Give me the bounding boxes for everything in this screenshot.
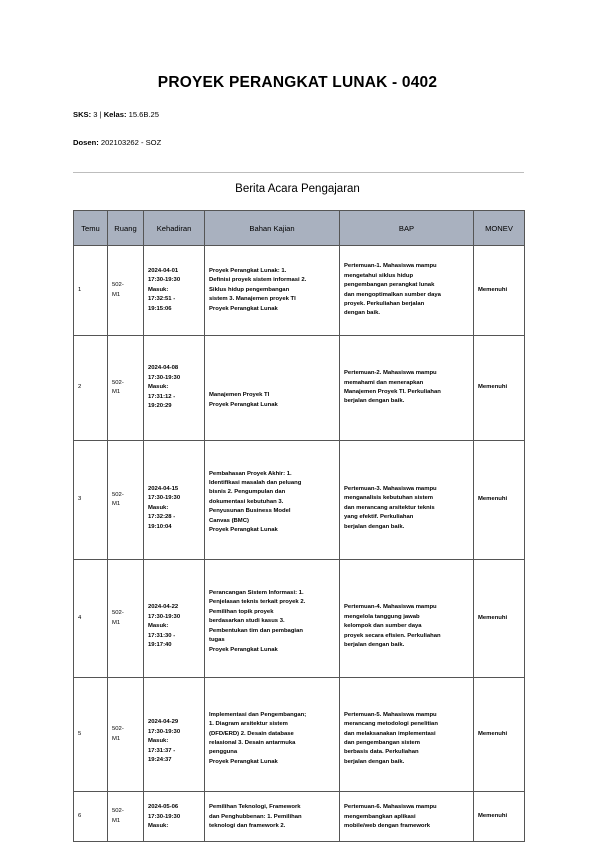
- section-title: Berita Acara Pengajaran: [235, 183, 360, 195]
- header-bap: BAP: [340, 211, 474, 246]
- course-meta-dosen: [73, 138, 161, 147]
- cell-temu: 6: [74, 792, 108, 842]
- cell-bahan-kajian: [205, 246, 340, 336]
- table-header-row: [74, 211, 525, 246]
- bap-text: Pertemuan-4. Mahasiswa mampu mengelola tanggung jawab kelompok dan sumber daya proyek secara efisien. Perkuliahan berjalan dengan baik.: [344, 604, 441, 649]
- section-divider: [73, 172, 524, 173]
- cell-temu: 3: [74, 441, 108, 560]
- cell-monev: Memenuhi: [474, 246, 525, 336]
- bahan-text: Pembahasan Proyek Akhir: 1. Identifikasi masalah dan peluang bisnis 2. Pengumpulan dan dokumentasi kebutuhan 3. Penyusunan Business Model Canvas (BMC) Proyek Perangkat Lunak: [209, 470, 302, 534]
- cell-bahan-kajian: [205, 336, 340, 441]
- table-row: [74, 560, 525, 678]
- ruang-text: 502- M1: [112, 282, 124, 298]
- cell-bahan-kajian: [205, 792, 340, 842]
- kehadiran-text: 2024-05-06 17:30-19:30 Masuk:: [148, 804, 181, 830]
- bap-text: Pertemuan-2. Mahasiswa mampu memahami dan menerapkan Manajemen Proyek TI. Perkuliahan berjalan dengan baik.: [344, 370, 441, 405]
- bahan-text: Pemilihan Teknologi, Framework dan Penghubbenan: 1. Pemilihan teknologi dan framework 2.: [209, 804, 302, 830]
- header-temu: Temu: [74, 211, 108, 246]
- berita-acara-table: [73, 210, 525, 842]
- header-ruang: Ruang: [108, 211, 144, 246]
- cell-bahan-kajian: [205, 441, 340, 560]
- kehadiran-text: 2024-04-15 17:30-19:30 Masuk: 17:32:28 - 19:10:04: [148, 485, 181, 530]
- kehadiran-text: 2024-04-01 17:30-19:30 Masuk: 17:32:51 - 19:15:06: [148, 267, 181, 312]
- bahan-text: Implementasi dan Pengembangan; 1. Diagram arsitektur sistem (DFD/ERD) 2. Desain database relasional 3. Desain antarmuka pengguna Proyek Perangkat Lunak: [209, 711, 307, 765]
- table-row: [74, 792, 525, 842]
- header-monev: MONEV: [474, 211, 525, 246]
- cell-bap: [340, 336, 474, 441]
- bahan-text: Perancangan Sistem Informasi: 1. Penjelasan teknis terkait proyek 2. Pemilihan topik proyek berdasarkan studi kasus 3. Pembentukan tim dan pembagian tugas Proyek Perangkat Lunak: [209, 590, 306, 653]
- header-kehadiran: Kehadiran: [144, 211, 205, 246]
- ruang-text: 502- M1: [112, 808, 124, 824]
- kelas-label: Kelas:: [103, 110, 127, 119]
- ruang-text: 502- M1: [112, 491, 124, 507]
- bap-text: Pertemuan-6. Mahasiswa mampu mengembangkan aplikasi mobile/web dengan framework: [344, 804, 437, 830]
- cell-kehadiran: [144, 246, 205, 336]
- cell-temu: 4: [74, 560, 108, 678]
- cell-bahan-kajian: [205, 560, 340, 678]
- table-row: [74, 678, 525, 792]
- kehadiran-text: 2024-04-22 17:30-19:30 Masuk: 17:31:30 - 19:17:40: [148, 604, 181, 649]
- cell-monev: Memenuhi: [474, 441, 525, 560]
- ruang-text: 502- M1: [112, 610, 124, 626]
- course-meta-sks-kelas: [73, 110, 159, 119]
- cell-kehadiran: [144, 792, 205, 842]
- cell-ruang: [108, 560, 144, 678]
- dosen-label: Dosen:: [73, 138, 99, 147]
- header-bahan-kajian: Bahan Kajian: [205, 211, 340, 246]
- sks-label: SKS:: [73, 110, 92, 119]
- cell-ruang: [108, 678, 144, 792]
- cell-bap: [340, 792, 474, 842]
- cell-bahan-kajian: [205, 678, 340, 792]
- bahan-text: Proyek Perangkat Lunak: 1. Definisi proyek sistem informasi 2. Siklus hidup pengembangan sistem 3. Manajemen proyek TI Proyek Perangkat Lunak: [209, 267, 307, 312]
- cell-bap: [340, 441, 474, 560]
- cell-temu: 1: [74, 246, 108, 336]
- cell-bap: [340, 678, 474, 792]
- ruang-text: 502- M1: [112, 726, 124, 742]
- dosen-value: 202103262 - SOZ: [98, 138, 162, 147]
- cell-temu: 5: [74, 678, 108, 792]
- sks-value: 3 |: [91, 110, 104, 119]
- table-row: [74, 441, 525, 560]
- bap-text: Pertemuan-1. Mahasiswa mampu mengetahui siklus hidup pengembangan perangkat lunak dan mengoptimalkan sumber daya proyek. Perkuliahan berjalan dengan baik.: [344, 263, 441, 317]
- cell-monev: Memenuhi: [474, 792, 525, 842]
- kehadiran-text: 2024-04-08 17:30-19:30 Masuk: 17:31:12 - 19:20:29: [148, 365, 181, 410]
- cell-ruang: [108, 336, 144, 441]
- cell-monev: Memenuhi: [474, 336, 525, 441]
- kelas-value: 15.6B.25: [126, 110, 159, 119]
- cell-ruang: [108, 441, 144, 560]
- cell-ruang: [108, 792, 144, 842]
- cell-monev: Memenuhi: [474, 560, 525, 678]
- bap-text: Pertemuan-5. Mahasiswa mampu merancang metodologi penelitian dan melaksanakan implementasi dan pengembangan sistem berbasis data. Perkuliahan berjalan dengan baik.: [344, 711, 438, 765]
- table-row: [74, 246, 525, 336]
- table-row: [74, 336, 525, 441]
- course-title: PROYEK PERANGKAT LUNAK - 0402: [157, 74, 438, 91]
- bap-text: Pertemuan-3. Mahasiswa mampu menganalisis kebutuhan sistem dan merancang arsitektur teknis yang efektif. Perkuliahan berjalan dengan baik.: [344, 485, 437, 530]
- cell-bap: [340, 560, 474, 678]
- cell-monev: Memenuhi: [474, 678, 525, 792]
- cell-ruang: [108, 246, 144, 336]
- cell-kehadiran: [144, 560, 205, 678]
- kehadiran-text: 2024-04-29 17:30-19:30 Masuk: 17:31:37 - 19:24:37: [148, 719, 181, 764]
- bahan-text: Manajemen Proyek TI Proyek Perangkat Lunak: [209, 392, 278, 408]
- cell-temu: 2: [74, 336, 108, 441]
- cell-kehadiran: [144, 441, 205, 560]
- cell-kehadiran: [144, 336, 205, 441]
- ruang-text: 502- M1: [112, 379, 124, 395]
- cell-kehadiran: [144, 678, 205, 792]
- cell-bap: [340, 246, 474, 336]
